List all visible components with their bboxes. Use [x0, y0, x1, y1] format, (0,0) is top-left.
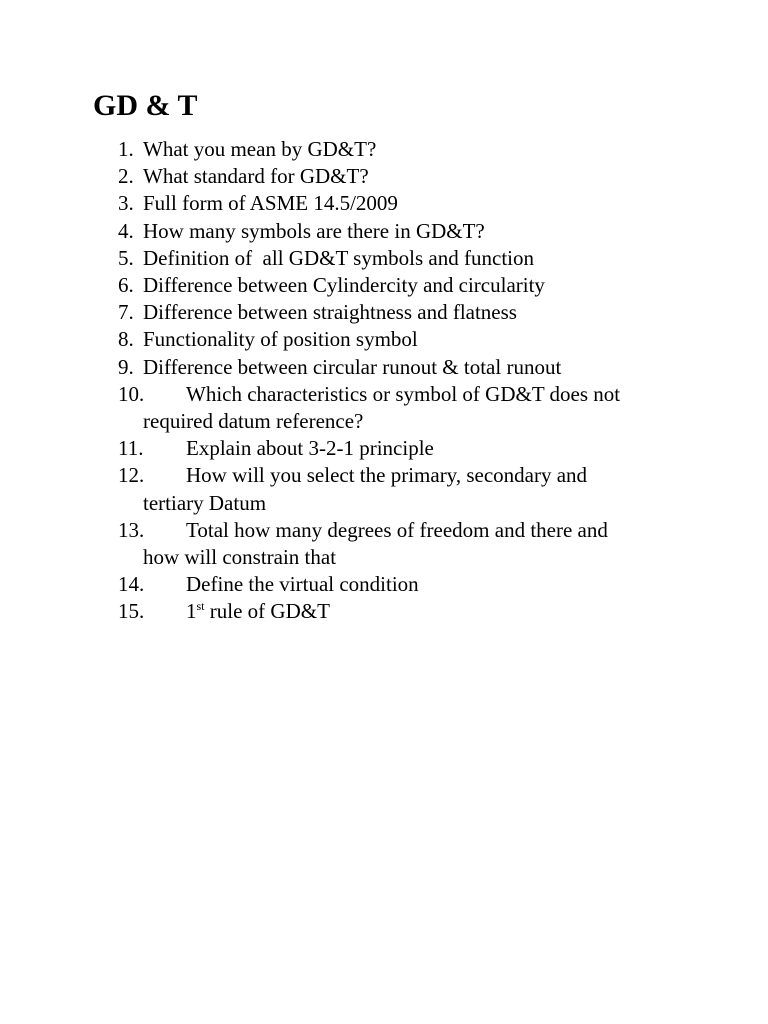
question-number: 11.	[118, 436, 144, 461]
question-item-3	[118, 190, 678, 217]
question-item-9	[118, 354, 678, 381]
question-text-suffix: rule of GD&T	[204, 599, 330, 624]
question-text: Functionality of position symbol	[143, 327, 418, 352]
question-number: 9.	[118, 354, 134, 379]
question-number: 12.	[118, 463, 145, 488]
question-text-prefix: 1	[186, 599, 197, 624]
question-number: 5.	[118, 245, 134, 270]
question-text: What you mean by GD&T?	[143, 137, 377, 161]
question-text: How will you select the primary, secondary and	[186, 463, 588, 488]
question-item-10	[118, 381, 678, 435]
question-text: How many symbols are there in GD&T?	[143, 218, 485, 243]
question-item-4	[118, 218, 678, 245]
question-text: Define the virtual condition	[186, 572, 419, 597]
question-item-14	[118, 571, 678, 598]
question-text-continuation: tertiary Datum	[143, 490, 267, 515]
question-text: Explain about 3-2-1 principle	[186, 436, 434, 461]
question-number: 10.	[118, 381, 145, 406]
question-number: 3.	[118, 191, 134, 216]
question-item-2	[118, 163, 678, 190]
question-list	[118, 136, 678, 626]
question-item-13	[118, 517, 678, 571]
question-text: Difference between Cylindercity and circularity	[143, 273, 545, 298]
document-title: GD & T	[93, 89, 198, 122]
question-text-continuation: how will constrain that	[143, 545, 337, 570]
question-number: 15.	[118, 599, 145, 624]
question-text	[143, 598, 330, 625]
question-text: Which characteristics or symbol of GD&T does not	[186, 381, 621, 406]
question-number: 7.	[118, 300, 134, 325]
question-text: Difference between straightness and flatness	[143, 300, 517, 325]
question-number: 6.	[118, 273, 134, 298]
question-item-8	[118, 326, 678, 353]
question-text-continuation: required datum reference?	[143, 409, 364, 434]
question-item-5	[118, 245, 678, 272]
question-item-11	[118, 435, 678, 462]
question-item-15	[118, 598, 678, 625]
question-text: What standard for GD&T?	[143, 164, 369, 189]
question-number: 14.	[118, 572, 145, 597]
question-text: Definition of all GD&T symbols and function	[143, 245, 534, 270]
question-number: 2.	[118, 164, 134, 189]
question-item-6	[118, 272, 678, 299]
question-number: 8.	[118, 327, 134, 352]
question-text: Difference between circular runout & total runout	[143, 354, 562, 379]
question-text: Full form of ASME 14.5/2009	[143, 191, 398, 216]
question-number: 1.	[118, 137, 134, 161]
question-text: Total how many degrees of freedom and there and	[186, 517, 608, 542]
question-item-1	[118, 136, 678, 163]
question-number: 4.	[118, 218, 134, 243]
question-number: 13.	[118, 517, 145, 542]
ordinal-superscript: st	[196, 599, 205, 614]
question-item-12	[118, 462, 678, 516]
question-item-7	[118, 299, 678, 326]
